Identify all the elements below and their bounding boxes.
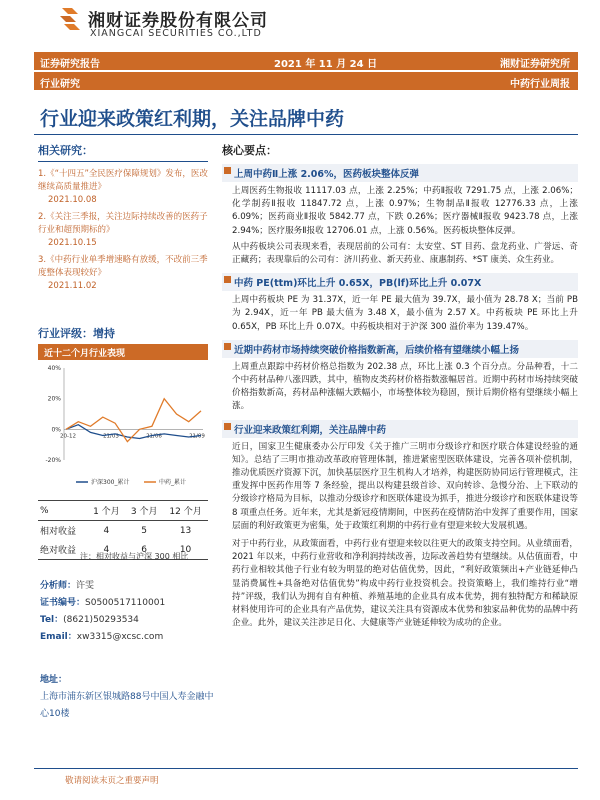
footer-divider — [34, 768, 578, 769]
analyst-email[interactable]: xw3315@xcsc.com — [76, 632, 164, 642]
report-category: 行业研究 — [40, 79, 80, 90]
report-header — [0, 0, 600, 52]
analyst-tel-row — [40, 612, 210, 629]
section-paragraph: 上周医药生物报收 11117.03 点，上涨 2.25%；中药Ⅱ报收 7291.75 点，上涨 2.06%；化学制药Ⅱ报收 11847.72 点，上涨 0.97%；生物制品Ⅱ报收 12776.33 点，上涨 6.09%；医药商业Ⅱ报收 5842.77 点，下跌 0.26%；医疗器械Ⅱ报收 9423.78 点，上涨 2.94%；医疗服务Ⅱ报收 12706.01 点，上涨 0.56%。医药板块整体反弹。 — [232, 186, 578, 236]
related-item-date: 2021.10.08 — [48, 195, 97, 205]
x-tick-label: 21/06 — [146, 433, 162, 440]
x-tick-label: 21/09 — [189, 433, 205, 440]
series-line — [66, 399, 201, 442]
related-item-title[interactable]: 2.《关注三季报，关注边际持续改善的医药子行业和超预期标的》 — [38, 212, 208, 235]
analyst-name: 许雯 — [76, 581, 95, 591]
research-institute: 湘财证券研究所 — [500, 59, 570, 70]
performance-title: 近十二个月行业表现 — [38, 344, 208, 360]
section-paragraph: 上周重点跟踪中药材价格总指数为 202.38 点，环比上涨 0.3 个百分点。分品种看，十二个中药材品种八涨四跌，其中，植物皮类药材价格指数涨幅居首。近期中药材市场持续突破价格指数新高，药材品种涨幅大跌幅小，市场整体较为稳固，预计后期价格有望继续小幅上涨。 — [232, 361, 578, 412]
square-bullet-icon — [224, 343, 231, 350]
analyst-email-row — [40, 629, 210, 646]
legend-label: 沪深300_累计 — [91, 479, 130, 486]
main-content — [222, 142, 578, 630]
section-heading: 近期中药材市场持续突破价格指数新高，后续价格有望继续小幅上扬 — [222, 340, 578, 358]
section-heading: 上周中药Ⅱ上涨 2.06%，医药板块整体反弹 — [222, 164, 578, 182]
related-research — [38, 142, 208, 297]
address-text: 上海市浦东新区银城路88号中国人寿金融中心10楼 — [40, 692, 214, 719]
table-cell: 5 — [141, 525, 148, 536]
square-bullet-icon — [224, 423, 231, 430]
series-line — [66, 425, 201, 439]
x-tick-label: 20-12 — [60, 433, 76, 440]
footer-disclaimer[interactable]: 敬请阅读末页之重要声明 — [65, 776, 159, 786]
related-item-title[interactable]: 3.《中药行业单季增速略有放缓，不改前三季度整体表现较好》 — [38, 255, 208, 278]
y-tick-label: 40% — [47, 365, 61, 372]
table-header-row — [38, 501, 208, 521]
table-cell: 相对收益 — [40, 527, 77, 537]
report-category-band — [34, 72, 578, 90]
table-cell: 4 — [87, 540, 125, 560]
y-tick-label: 0% — [51, 426, 61, 434]
table-header: 3 个月 — [125, 501, 163, 521]
analyst-cert-row — [40, 595, 210, 612]
related-item[interactable] — [38, 168, 208, 207]
report-series: 中药行业周报 — [510, 79, 570, 90]
square-bullet-icon — [224, 276, 231, 283]
company-name-en: XIANGCAI SECURITIES CO.,LTD — [90, 28, 262, 39]
legend-label: 中药_累计 — [159, 479, 187, 486]
analyst-cert: S0500517110001 — [85, 598, 166, 608]
report-title: 行业迎来政策红利期，关注品牌中药 — [40, 108, 345, 130]
analyst-info — [40, 578, 210, 646]
y-tick-label: 20% — [47, 395, 61, 403]
y-tick-label: -20% — [45, 457, 61, 464]
report-date: 2021 年 11 月 24 日 — [274, 59, 378, 70]
table-cell: 4 — [103, 525, 110, 536]
analyst-name-row — [40, 578, 210, 595]
related-item-date: 2021.10.15 — [48, 238, 97, 248]
analyst-cert-label: 证书编号： — [40, 598, 86, 608]
performance-chart — [38, 362, 208, 494]
address-info — [40, 672, 215, 723]
x-tick-label: 21/03 — [103, 433, 119, 440]
table-header: 1 个月 — [87, 501, 125, 521]
company-logo-icon — [58, 6, 82, 32]
industry-rating: 行业评级：增持 — [38, 325, 208, 345]
table-header: 12 个月 — [163, 501, 208, 521]
table-cell: 10 — [163, 540, 208, 560]
key-points-heading: 核心要点： — [222, 144, 277, 157]
related-item-title[interactable]: 1.《“十四五”全民医疗保障规划》发布，医改继续高质量推进》 — [38, 169, 208, 192]
address-label: 地址： — [40, 675, 68, 685]
analyst-email-label: Email： — [40, 632, 77, 642]
section-heading: 行业迎来政策红利期，关注品牌中药 — [222, 420, 578, 438]
section-paragraph: 上周中药板块 PE 为 31.37X，近一年 PE 最大值为 39.7X，最小值为 28.78 X；当前 PB 为 2.94X，近一年 PB 最大值为 3.48 X，最小值为 2.57 X。中药板块 PE 环比上升 0.65X，PB 环比上升 0.07X。中药板块相对于沪深 300 溢价率为 139.47%。 — [232, 295, 578, 332]
square-bullet-icon — [224, 167, 231, 174]
title-divider — [34, 134, 578, 135]
table-cell: 13 — [179, 525, 192, 536]
analyst-tel: (8621)50293534 — [63, 615, 139, 625]
analyst-tel-label: Tel： — [40, 615, 64, 625]
related-item[interactable] — [38, 211, 208, 250]
section-paragraph: 从中药板块公司表现来看，表现居前的公司有：太安堂、ST 目药、盘龙药业、广誉远、奇正藏药；表现靠后的公司有：济川药业、新天药业、康惠制药、*ST 康美、众生药业。 — [232, 241, 578, 266]
table-header: % — [38, 501, 87, 521]
report-info-band — [34, 52, 578, 70]
table-cell: 6 — [125, 540, 163, 560]
related-item-date: 2021.11.02 — [48, 281, 97, 291]
table-note: 注：相对收益与沪深 300 相比 — [80, 552, 189, 561]
section-heading: 中药 PE(ttm)环比上升 0.65X，PB(lf)环比上升 0.07X — [222, 273, 578, 291]
report-type: 证券研究报告 — [40, 59, 100, 70]
related-heading: 相关研究： — [38, 142, 208, 162]
table-row — [38, 521, 208, 541]
company-name-cn: 湘财证券股份有限公司 — [88, 11, 268, 31]
section-paragraph: 近日，国家卫生健康委办公厅印发《关于推广三明市分级诊疗和医疗联合体建设经验的通知》。总结了三明市推动改革政府管理体制，推进紧密型医联体建设，完善各项补偿机制，推动优质医疗资源下沉，加快基层医疗卫生机构人才培养，构建医防协同运行管理模式，注重发挥中医药作用等 7 条经验，提出以构建县级首诊、双向转诊、急慢分治、上下联动的分级诊疗格局为目标，以推动分级诊疗和医联体建设为抓手，推进分级诊疗和医联体建设等 8 项重点任务。近年来，尤其是新冠疫情期间，中医药在疫情防治中发挥了重要作用，国家层面的利好政策更为密集，处于政策红利期的中药行业有望迎来较大发展机遇。 — [232, 441, 578, 531]
analyst-name-label: 分析师： — [40, 581, 77, 591]
table-cell: 绝对收益 — [38, 540, 87, 560]
section-paragraph: 对于中药行业，从政策面看，中药行业有望迎来较以往更大的政策支持空间。从业绩面看，2021 年以来，中药行业营收和净利润持续改善，边际改善趋势有望继续。从估值面看，中药行业相较其他子行业有较为明显的绝对估值优势，因此，“利好政策频出+产业链延伸凸显消费属性+具备绝对估值优势”构成中药行业投资机会。投资策略上，我们维持行业“增持”评级，我们认为拥有自有种植、养殖基地的企业具有成本优势，拥有独特配方和稀缺原材料使用许可的企业具有产品优势，建议关注具有资源成本优势和独家品种优势的品牌中药企业。此外，建议关注涉足日化、大健康等产业链延伸较为成功的企业。 — [232, 539, 578, 629]
related-item[interactable] — [38, 254, 208, 293]
